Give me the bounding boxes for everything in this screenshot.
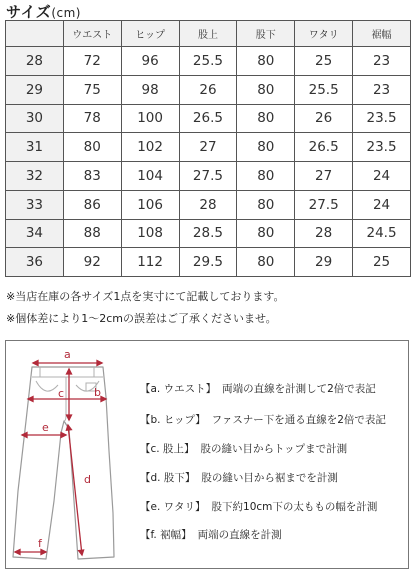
table-cell: 26 — [179, 75, 237, 104]
size-cell: 28 — [6, 47, 64, 76]
table-cell: 80 — [237, 162, 295, 191]
table-cell: 28.5 — [179, 219, 237, 248]
legend-key: 【e. ワタリ】 — [140, 501, 206, 513]
legend-text: 両端の直線を計測して2倍で表記 — [222, 383, 376, 395]
table-cell: 78 — [63, 104, 121, 133]
table-row — [6, 104, 411, 133]
table-cell: 23 — [353, 47, 411, 76]
table-cell: 28 — [295, 219, 353, 248]
table-cell: 80 — [237, 133, 295, 162]
arrow-head — [97, 361, 102, 366]
table-cell: 80 — [237, 47, 295, 76]
table-cell: 29 — [295, 248, 353, 277]
size-title-unit: (cm) — [51, 6, 81, 20]
table-cell: 23.5 — [353, 104, 411, 133]
legend-thigh — [140, 499, 408, 514]
tolerance-note: ※個体差により1〜2cmの誤差はご了承くださいませ。 — [6, 312, 277, 325]
table-header-cell — [6, 21, 64, 47]
size-cell: 33 — [6, 190, 64, 219]
legend-key: 【f. 裾幅】 — [140, 529, 192, 541]
table-header-cell: ヒップ — [121, 21, 179, 47]
table-cell: 27.5 — [179, 162, 237, 191]
table-cell: 24 — [353, 190, 411, 219]
size-cell: 32 — [6, 162, 64, 191]
table-cell: 86 — [63, 190, 121, 219]
size-cell: 30 — [6, 104, 64, 133]
table-row — [6, 248, 411, 277]
table-cell: 26.5 — [179, 104, 237, 133]
legend-inseam — [140, 470, 408, 485]
table-cell: 102 — [121, 133, 179, 162]
table-cell: 25 — [353, 248, 411, 277]
table-cell: 29.5 — [179, 248, 237, 277]
table-row — [6, 133, 411, 162]
size-table — [5, 20, 411, 277]
table-cell: 23 — [353, 75, 411, 104]
table-row — [6, 162, 411, 191]
table-cell: 108 — [121, 219, 179, 248]
table-cell: 27 — [295, 162, 353, 191]
legend-key: 【c. 股上】 — [140, 443, 195, 455]
table-cell: 98 — [121, 75, 179, 104]
label-e: e — [42, 421, 49, 434]
legend-hip — [140, 412, 408, 427]
table-cell: 80 — [63, 133, 121, 162]
table-header-cell: 裾幅 — [353, 21, 411, 47]
size-title-main: サイズ — [6, 3, 52, 21]
table-cell: 83 — [63, 162, 121, 191]
legend-text: ファスナー下を通る直線を2倍で表記 — [211, 414, 386, 426]
table-cell: 100 — [121, 104, 179, 133]
table-row — [6, 75, 411, 104]
table-row — [6, 47, 411, 76]
table-cell: 80 — [237, 190, 295, 219]
stock-note: ※当店在庫の各サイズ1点を実寸にて記載しております。 — [6, 290, 285, 303]
legend-rise — [140, 441, 408, 456]
label-b: b — [94, 386, 101, 399]
table-cell: 24.5 — [353, 219, 411, 248]
legend-text: 股下約10cm下の太ももの幅を計測 — [211, 501, 378, 513]
table-cell: 88 — [63, 219, 121, 248]
legend-hem — [140, 527, 408, 542]
table-cell: 96 — [121, 47, 179, 76]
table-cell: 80 — [237, 104, 295, 133]
table-cell: 27.5 — [295, 190, 353, 219]
table-cell: 28 — [179, 190, 237, 219]
label-d: d — [84, 473, 91, 486]
size-cell: 29 — [6, 75, 64, 104]
table-cell: 25.5 — [179, 47, 237, 76]
table-cell: 25 — [295, 47, 353, 76]
table-cell: 23.5 — [353, 133, 411, 162]
arrow-head — [61, 433, 66, 438]
legend-key: 【a. ウエスト】 — [140, 383, 217, 395]
table-cell: 80 — [237, 248, 295, 277]
label-f: f — [38, 537, 42, 550]
label-c: c — [58, 387, 65, 400]
measurement-diagram — [5, 340, 409, 569]
table-row — [6, 190, 411, 219]
table-cell: 24 — [353, 162, 411, 191]
table-cell: 106 — [121, 190, 179, 219]
legend-text: 両端の直線を計測 — [197, 529, 282, 541]
table-cell: 26 — [295, 104, 353, 133]
arrow-head — [33, 361, 38, 366]
table-cell: 104 — [121, 162, 179, 191]
size-cell: 34 — [6, 219, 64, 248]
label-a: a — [64, 348, 71, 361]
table-header-cell: ウエスト — [63, 21, 121, 47]
table-cell: 72 — [63, 47, 121, 76]
size-cell: 31 — [6, 133, 64, 162]
legend-text: 股の縫い目からトップまで計測 — [200, 443, 348, 455]
table-cell: 92 — [63, 248, 121, 277]
arrow-head — [22, 433, 27, 438]
table-header-cell: 股上 — [179, 21, 237, 47]
legend-key: 【b. ヒップ】 — [140, 414, 206, 426]
table-row — [6, 219, 411, 248]
table-header-row — [6, 21, 411, 47]
legend-key: 【d. 股下】 — [140, 472, 196, 484]
table-cell: 80 — [237, 219, 295, 248]
table-header-cell: ワタリ — [295, 21, 353, 47]
table-cell: 25.5 — [295, 75, 353, 104]
size-cell: 36 — [6, 248, 64, 277]
table-cell: 80 — [237, 75, 295, 104]
table-cell: 27 — [179, 133, 237, 162]
table-cell: 112 — [121, 248, 179, 277]
size-title — [6, 1, 81, 22]
legend-text: 股の縫い目から裾までを計測 — [201, 472, 338, 484]
legend-waist — [140, 381, 408, 396]
table-cell: 75 — [63, 75, 121, 104]
table-cell: 26.5 — [295, 133, 353, 162]
table-header-cell: 股下 — [237, 21, 295, 47]
